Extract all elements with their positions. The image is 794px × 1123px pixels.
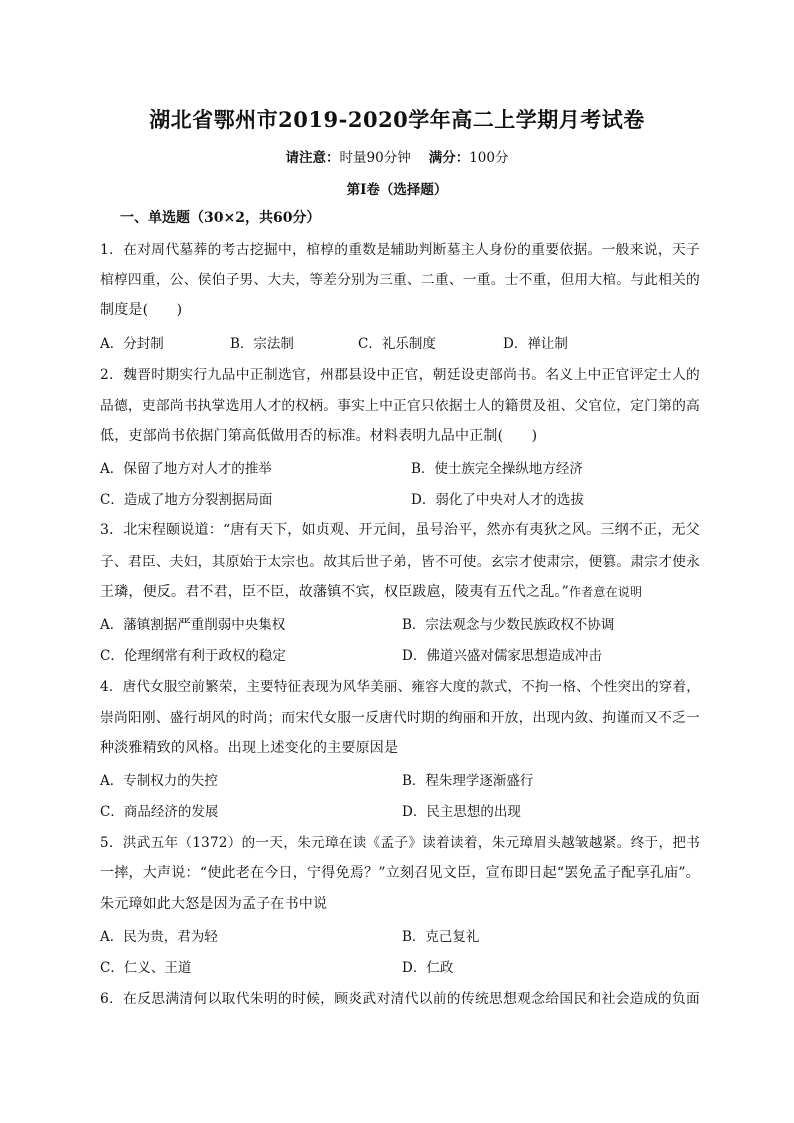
- time-limit: 时量90分钟: [339, 150, 411, 166]
- score-value: 100分: [469, 150, 509, 166]
- question-2-option-d: D．弱化了中央对人才的选拔: [411, 492, 584, 508]
- question-2-option-b: B．使士族完全操纵地方经济: [411, 461, 583, 477]
- question-3-line-2: 子、君臣、夫妇，其原始于太宗也。故其后世子弟，皆不可使。玄宗才使肃宗，便篡。肃宗才使永: [100, 554, 700, 570]
- question-4-option-d: D．民主思想的出现: [402, 804, 521, 820]
- question-4-line-1: 4．唐代女服空前繁荣，主要特征表现为风华美丽、雍容大度的款式，不拘一格、个性突出的穿着，: [100, 679, 700, 695]
- exam-notice: [0, 146, 794, 166]
- question-4-option-b: B．程朱理学逐渐盛行: [402, 773, 534, 789]
- question-4-option-a: A．专制权力的失控: [100, 773, 218, 789]
- question-5-option-c: C．仁义、王道: [100, 960, 192, 976]
- question-2-line-2: 品德，吏部尚书执掌选用人才的权柄。事实上中正官只依据士人的籍贯及祖、父官位，定门第的高: [100, 398, 700, 414]
- question-1-option-a: A．分封制: [100, 336, 164, 352]
- question-1-option-c: C．礼乐制度: [358, 336, 436, 352]
- question-5-line-1: 5．洪武五年（1372）的一天，朱元璋在读《孟子》读着读着，朱元璋眉头越皱越紧。终于，把书: [100, 835, 700, 851]
- question-3-option-c: C．伦理纲常有利于政权的稳定: [100, 648, 286, 664]
- question-3-line-1: 3．北宋程颐说道：“唐有天下，如贞观、开元间，虽号治平，然亦有夷狄之风。三纲不正，无父: [100, 522, 700, 538]
- question-2-line-3: 低，吏部尚书依据门第高低做用否的标准。材料表明九品中正制( ): [100, 428, 538, 444]
- section-title: 第Ⅰ卷（选择题）: [346, 182, 448, 198]
- question-5-option-b: B．克己复礼: [402, 929, 480, 945]
- question-4-option-c: C．商品经济的发展: [100, 804, 219, 820]
- question-3-line-3-text: 王璘，便反。君不君，臣不臣，故藩镇不宾，权臣跋扈，陵夷有五代之乱。”: [100, 584, 569, 600]
- question-3-prompt: 作者意在说明: [568, 585, 643, 599]
- question-3-option-b: B．宗法观念与少数民族政权不协调: [402, 617, 615, 633]
- question-2-line-1: 2．魏晋时期实行九品中正制选官，州郡县设中正官，朝廷设吏部尚书。名义上中正官评定士人的: [100, 367, 700, 383]
- part-title: 一、单选题（30×2，共60分）: [120, 210, 321, 226]
- question-3-line-3: [100, 581, 700, 601]
- question-1-option-d: D．禅让制: [503, 336, 568, 352]
- question-1-line-3: 制度是( ): [100, 302, 183, 318]
- question-5-option-d: D．仁政: [402, 960, 454, 976]
- question-2-option-a: A．保留了地方对人才的推举: [100, 461, 272, 477]
- question-3-option-a: A．藩镇割据严重削弱中央集权: [100, 617, 286, 633]
- question-5-line-2: 一摔，大声说：“使此老在今日，宁得免焉？”立刻召见文臣，宣布即日起“罢免孟子配享孔庙”。: [100, 865, 700, 881]
- question-3-option-d: D．佛道兴盛对儒家思想造成冲击: [402, 648, 602, 664]
- question-4-line-2: 崇尚阳刚、盛行胡风的时尚；而宋代女服一反唐代时期的绚丽和开放，出现内敛、拘谨而又不乏一: [100, 710, 700, 726]
- question-1-line-2: 棺椁四重，公、侯伯子男、大夫，等差分别为三重、二重、一重。士不重，但用大棺。与此相关的: [100, 272, 700, 288]
- notice-label: 请注意：: [285, 150, 340, 166]
- question-1-option-b: B．宗法制: [230, 336, 294, 352]
- question-5-line-3: 朱元璋如此大怒是因为孟子在书中说: [100, 896, 328, 912]
- question-2-option-c: C．造成了地方分裂割据局面: [100, 492, 273, 508]
- exam-title: 湖北省鄂州市2019-2020学年高二上学期月考试卷: [149, 107, 645, 132]
- score-label: 满分：: [428, 150, 470, 166]
- question-6-line-1: 6．在反思满清何以取代朱明的时候，顾炎武对清代以前的传统思想观念给国民和社会造成的负面: [100, 991, 700, 1007]
- question-5-option-a: A．民为贵，君为轻: [100, 929, 218, 945]
- question-4-line-3: 种淡雅精致的风格。出现上述变化的主要原因是: [100, 740, 399, 756]
- question-1-line-1: 1．在对周代墓葬的考古挖掘中，棺椁的重数是辅助判断墓主人身份的重要依据。一般来说，天子: [100, 242, 700, 258]
